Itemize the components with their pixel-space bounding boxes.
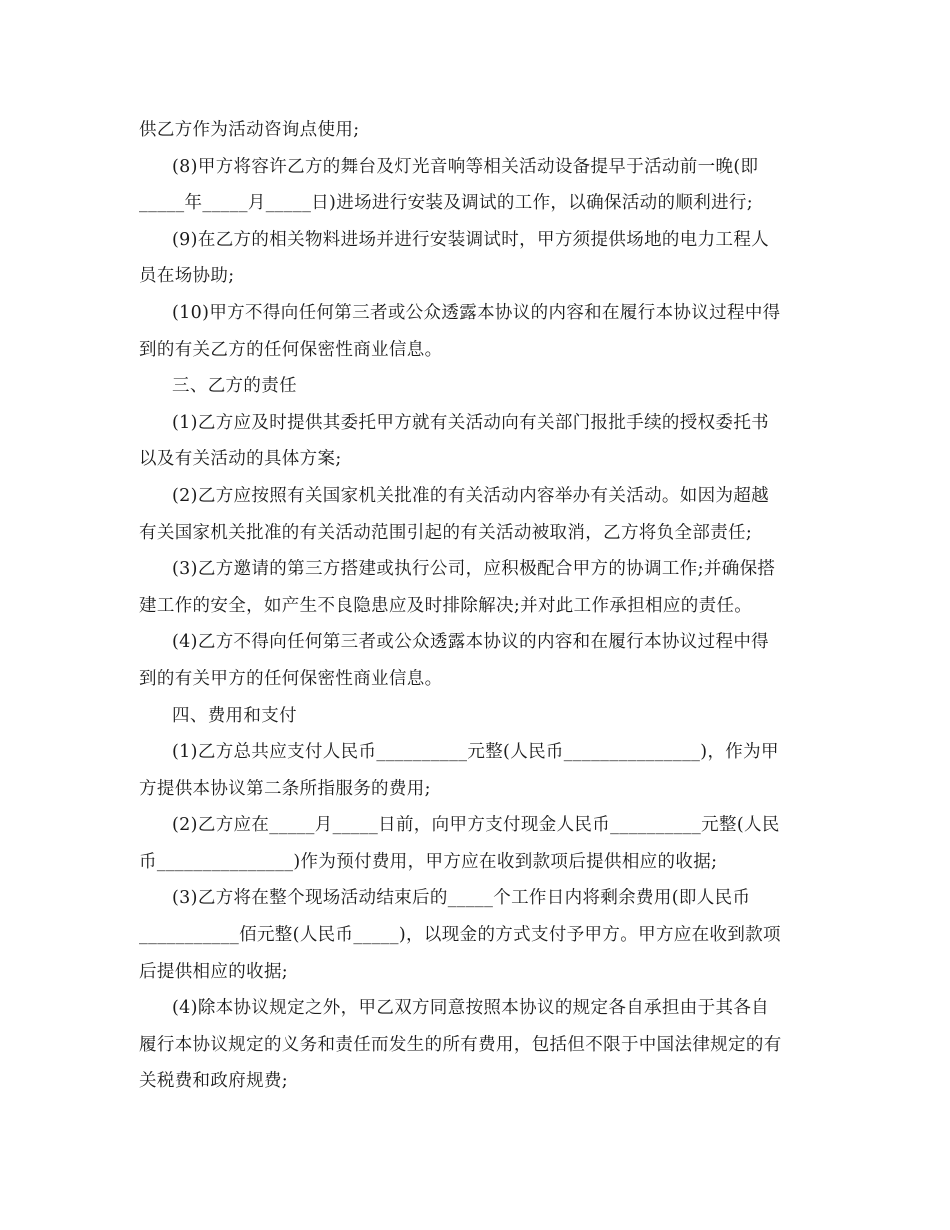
section3-clause-4-line-1: (4)乙方不得向任何第三者或公众透露本协议的内容和在履行本协议过程中得	[172, 632, 770, 653]
clause-10-line-1: (10)甲方不得向任何第三者或公众透露本协议的内容和在履行本协议过程中得	[172, 302, 781, 323]
section4-clause-3-line-2: ___________佰元整(人民币_____)，以现金的方式支付予甲方。甲方应在收到款项	[139, 925, 781, 946]
section4-clause-3-line-3: 后提供相应的收据;	[139, 961, 289, 982]
section4-clause-4-line-2: 履行本协议规定的义务和责任而发生的所有费用，包括但不限于中国法律规定的有	[139, 1034, 782, 1055]
section-heading-3: 三、乙方的责任	[172, 376, 297, 397]
text-line: 供乙方作为活动咨询点使用;	[139, 120, 360, 140]
document-body	[139, 112, 813, 1100]
clause-8-line-2: _____年_____月_____日)进场进行安装及调试的工作，以确保活动的顺利进行;	[139, 193, 754, 214]
clause-8-line-1: (8)甲方将容许乙方的舞台及灯光音响等相关活动设备提早于活动前一晚(即	[172, 156, 759, 177]
section4-clause-1-line-2: 方提供本协议第二条所指服务的费用;	[139, 778, 431, 799]
section3-clause-2-line-1: (2)乙方应按照有关国家机关批准的有关活动内容举办有关活动。如因为超越	[172, 485, 770, 506]
section3-clause-3-line-1: (3)乙方邀请的第三方搭建或执行公司，应积极配合甲方的协调工作;并确保搭	[172, 559, 776, 580]
section3-clause-1-line-1: (1)乙方应及时提供其委托甲方就有关活动向有关部门报批手续的授权委托书	[172, 412, 770, 433]
clause-9-line-1: (9)在乙方的相关物料进场并进行安装调试时，甲方须提供场地的电力工程人	[172, 229, 770, 250]
clause-9-line-2: 员在场协助;	[139, 266, 235, 287]
section4-clause-4-line-3: 关税费和政府规费;	[139, 1071, 289, 1092]
section3-clause-4-line-2: 到的有关甲方的任何保密性商业信息。	[139, 668, 443, 689]
section4-clause-1-line-1: (1)乙方总共应支付人民币__________元整(人民币_______________)，作为甲	[172, 742, 779, 763]
section3-clause-1-line-2: 以及有关活动的具体方案;	[139, 449, 342, 470]
section3-clause-2-line-2: 有关国家机关批准的有关活动范围引起的有关活动被取消，乙方将负全部责任;	[139, 522, 753, 543]
section4-clause-2-line-2: 币_______________)作为预付费用，甲方应在收到款项后提供相应的收据;	[139, 851, 718, 872]
clause-10-line-2: 到的有关乙方的任何保密性商业信息。	[139, 339, 443, 360]
section4-clause-4-line-1: (4)除本协议规定之外，甲乙双方同意按照本协议的规定各自承担由于其各自	[172, 998, 770, 1019]
section3-clause-3-line-2: 建工作的安全，如产生不良隐患应及时排除解决;并对此工作承担相应的责任。	[139, 595, 753, 616]
section-heading-4: 四、费用和支付	[172, 705, 297, 726]
section4-clause-3-line-1: (3)乙方将在整个现场活动结束后的_____个工作日内将剩余费用(即人民币	[172, 888, 751, 909]
section4-clause-2-line-1: (2)乙方应在_____月_____日前，向甲方支付现金人民币__________元整(人民	[172, 815, 780, 836]
